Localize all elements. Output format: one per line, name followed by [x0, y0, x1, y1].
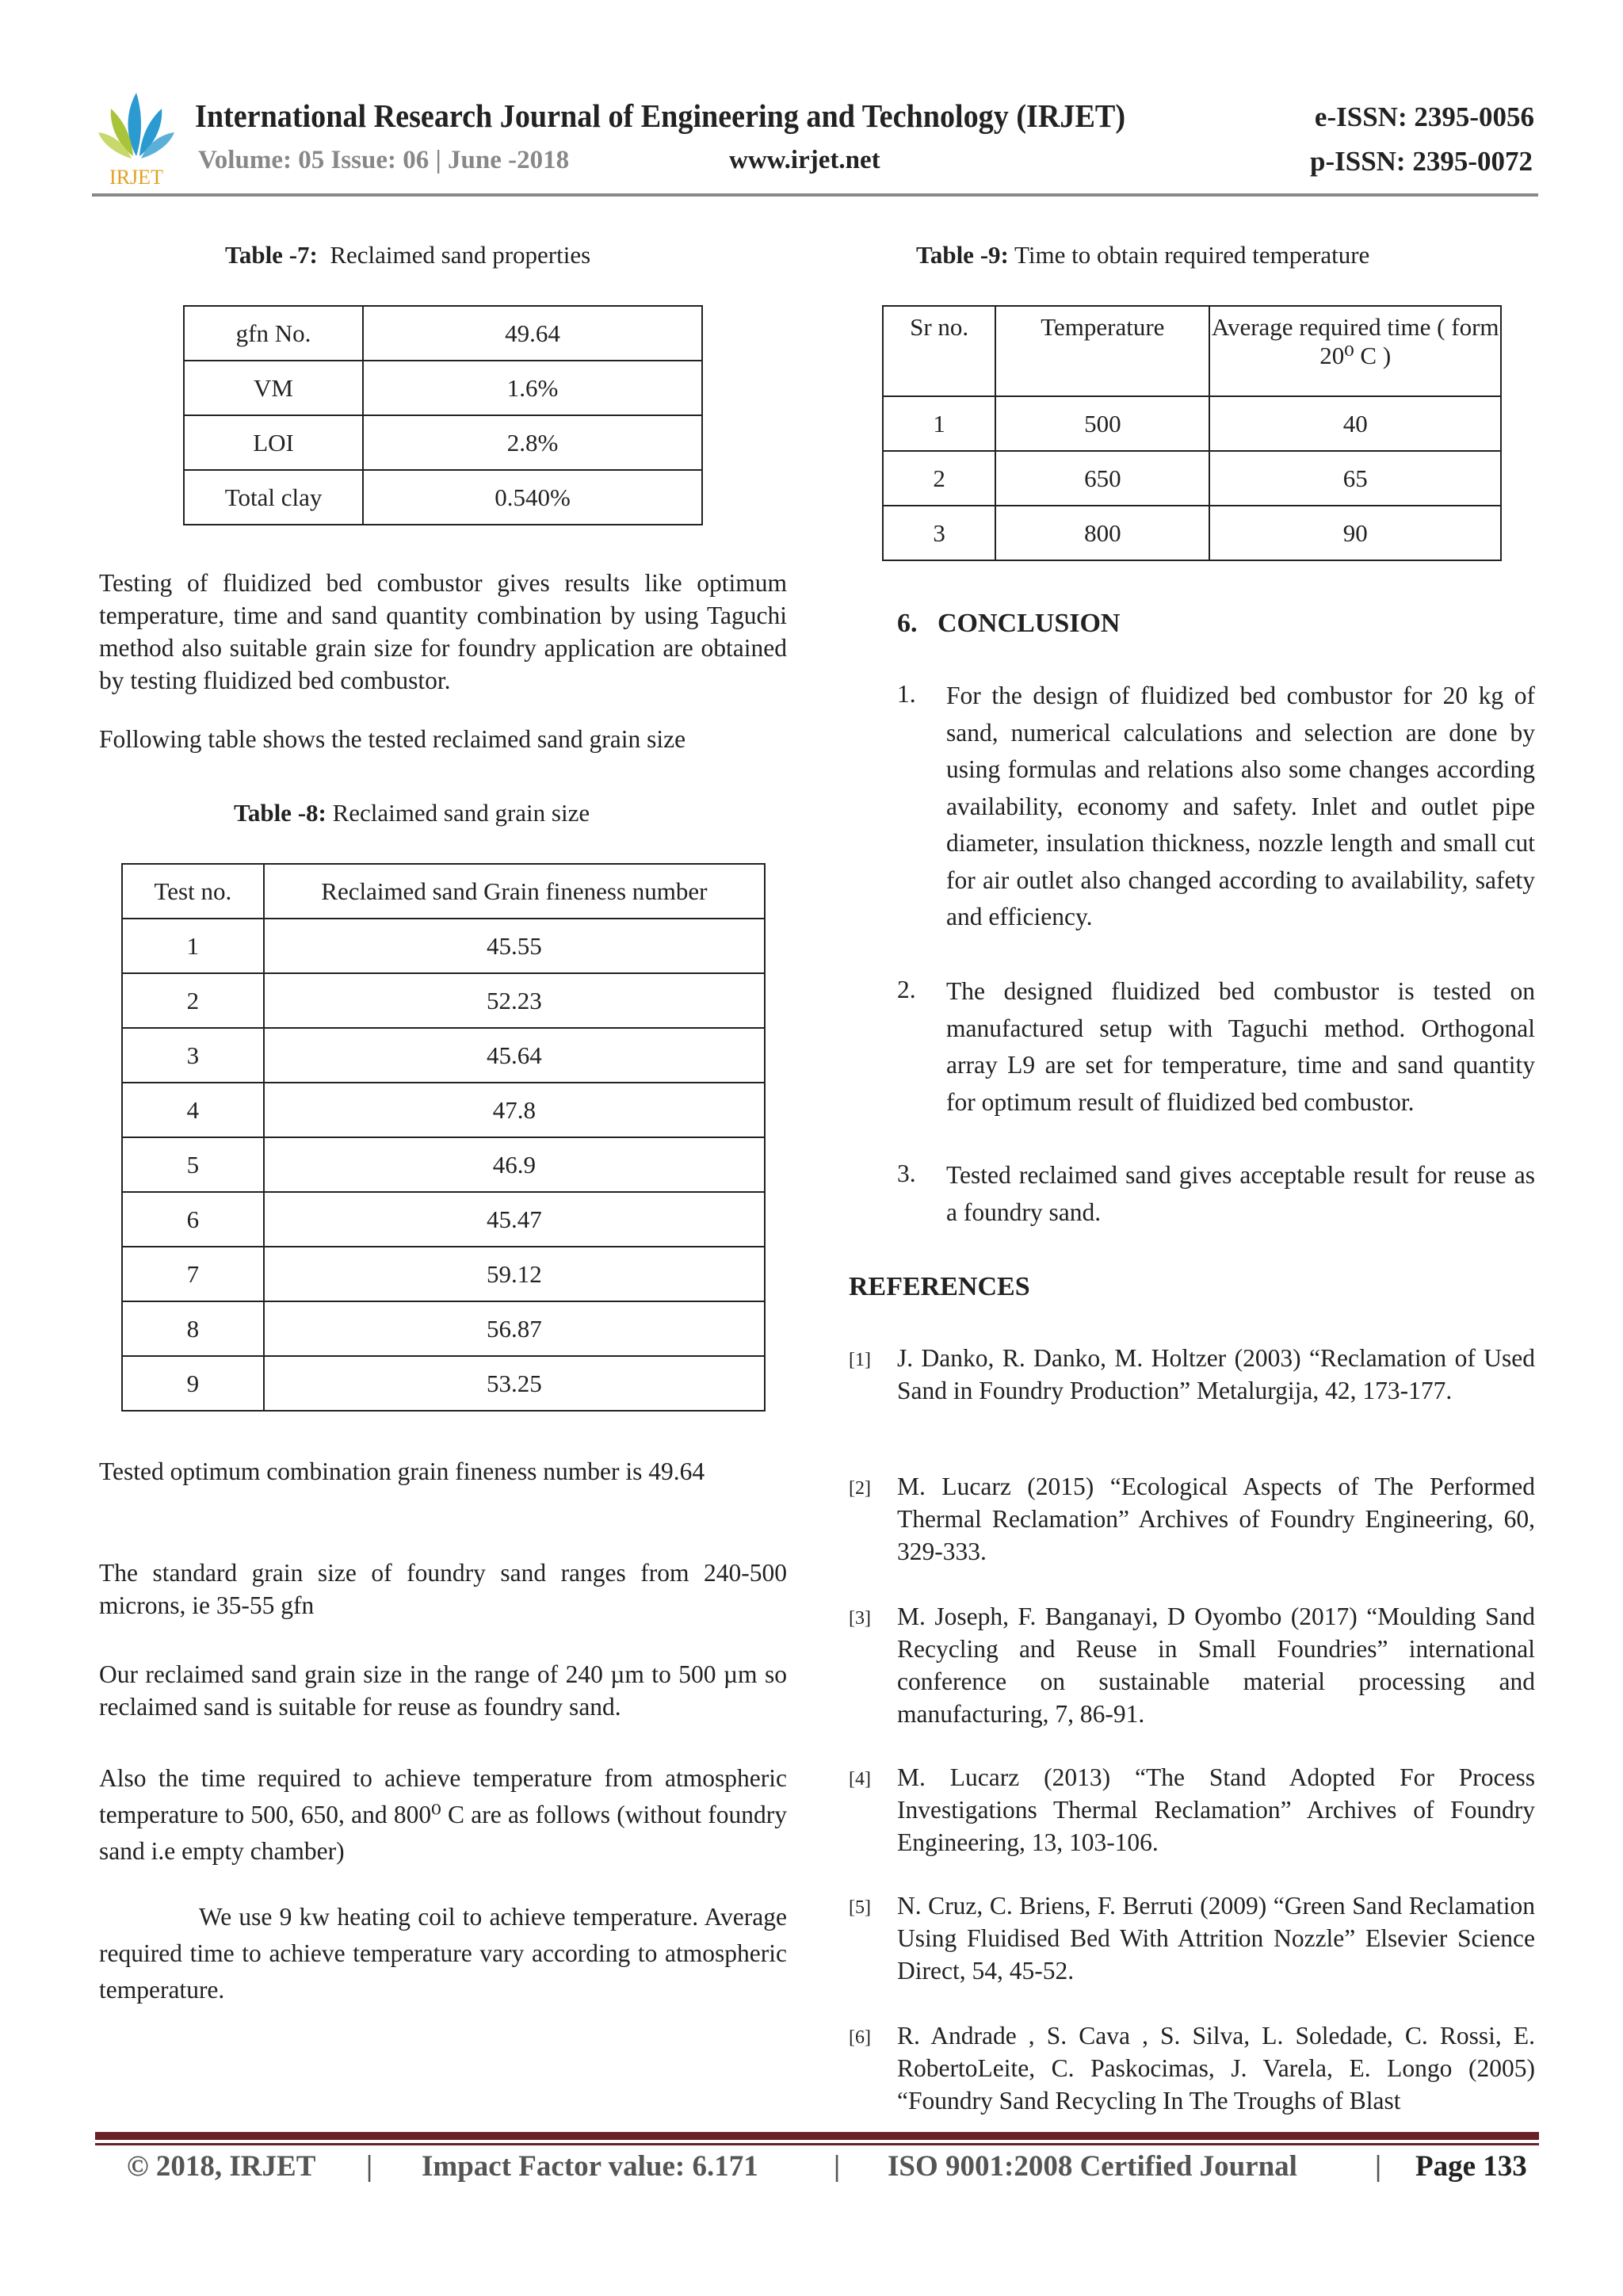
footer-page-number: Page 133 [1415, 2150, 1527, 2183]
list-number: 3. [897, 1159, 916, 1187]
conclusion-item: The designed fluidized bed combustor is tested on manufactured setup with Taguchi method. Orthogonal array L9 are set for temperature, time and sand quantity for optimum result of fluidized bed combustor. [946, 977, 1535, 1116]
table-cell: 9 [122, 1356, 264, 1411]
caption-label: Table -7: [225, 241, 318, 269]
reference-number: [1] [849, 1350, 871, 1370]
reference-item: M. Lucarz (2015) “Ecological Aspects of The Performed Thermal Reclamation” Archives of Foundry Engineering, 60, 329-333. [897, 1473, 1535, 1565]
reference-number: [5] [849, 1897, 871, 1918]
table-row [122, 864, 765, 919]
table9-time-temperature [882, 305, 1502, 561]
table-header-row [883, 306, 1501, 396]
table-cell: Reclaimed sand Grain fineness number [264, 864, 765, 919]
table-cell: 7 [122, 1247, 264, 1301]
table-row [122, 1356, 765, 1411]
table-cell: 1.6% [363, 361, 702, 415]
paragraph: The standard grain size of foundry sand ranges from 240-500 microns, ie 35-55 gfn [99, 1559, 787, 1619]
table-cell: 4 [122, 1083, 264, 1137]
conclusion-item: Tested reclaimed sand gives acceptable result for reuse as a foundry sand. [946, 1161, 1535, 1226]
table-cell: 52.23 [264, 973, 765, 1028]
reference-number: [6] [849, 2027, 871, 2048]
table-row [184, 306, 702, 361]
table-cell: 8 [122, 1301, 264, 1356]
volume-info: Volume: 05 Issue: 06 | June -2018 [198, 146, 570, 174]
website-link[interactable]: www.irjet.net [729, 146, 880, 174]
paragraph: Testing of fluidized bed combustor gives results like optimum temperature, time and sand quantity combination by using Taguchi method also suitable grain size for foundry application are obtained by testing fluidized bed combustor. [99, 569, 787, 694]
table-row [883, 396, 1501, 451]
paragraph: Our reclaimed sand grain size in the range of 240 µm to 500 µm so reclaimed sand is suitable for reuse as foundry sand. [99, 1660, 787, 1721]
table-cell: 59.12 [264, 1247, 765, 1301]
reference-item: J. Danko, R. Danko, M. Holtzer (2003) “Reclamation of Used Sand in Foundry Production” Metalurgija, 42, 173-177. [897, 1344, 1535, 1404]
caption-text: Reclaimed sand properties [330, 241, 591, 269]
table7-caption [225, 241, 590, 269]
table-row [184, 361, 702, 415]
reference-number: [3] [849, 1608, 871, 1629]
table8-caption [234, 799, 590, 827]
reference-item: R. Andrade , S. Cava , S. Silva, L. Soledade, C. Rossi, E. RobertoLeite, C. Paskocimas, J. Varela, E. Longo (2005) “Foundry Sand Recycling In The Troughs of Blast [897, 2022, 1535, 2115]
header-divider [92, 193, 1538, 197]
table-row [122, 973, 765, 1028]
caption-text: Time to obtain required temperature [1014, 241, 1370, 269]
table-cell: 0.540% [363, 470, 702, 525]
table-row [883, 506, 1501, 560]
table-cell: 53.25 [264, 1356, 765, 1411]
paragraph: Also the time required to achieve temperature from atmospheric temperature to 500, 650, and 800⁰ C are as follows (without foundry sand i.e empty chamber) [99, 1764, 787, 1865]
table-cell: LOI [184, 415, 363, 470]
table-row [122, 1301, 765, 1356]
footer-iso: ISO 9001:2008 Certified Journal [888, 2150, 1297, 2183]
caption-label: Table -9: [916, 241, 1009, 269]
table-row [883, 451, 1501, 506]
table-cell: gfn No. [184, 306, 363, 361]
conclusion-item: For the design of fluidized bed combustor for 20 kg of sand, numerical calculations and selection are done by using formulas and relations also some changes according availability, economy and safety. Inlet and outlet pipe diameter, insulation thickness, nozzle length and small cut for air outlet also changed according to availability, safety and efficiency. [946, 682, 1535, 930]
paragraph: We use 9 kw heating coil to achieve temperature. Average required time to achieve temperature vary according to atmospheric temperature. [99, 1903, 787, 2004]
table-cell: Total clay [184, 470, 363, 525]
table-cell: 6 [122, 1192, 264, 1247]
irjet-logo [94, 89, 179, 188]
table-cell: 5 [122, 1137, 264, 1192]
table-cell: 2.8% [363, 415, 702, 470]
table-cell: 500 [995, 396, 1209, 451]
table-row [184, 415, 702, 470]
table-row [122, 1137, 765, 1192]
table-cell: 65 [1209, 451, 1501, 506]
reference-item: N. Cruz, C. Briens, F. Berruti (2009) “Green Sand Reclamation Using Fluidised Bed With Attrition Nozzle” Elsevier Science Direct, 54, 45-52. [897, 1892, 1535, 1985]
table-cell: VM [184, 361, 363, 415]
table9-caption [916, 241, 1369, 269]
table-row [122, 1247, 765, 1301]
list-number: 2. [897, 976, 916, 1003]
table-cell: 47.8 [264, 1083, 765, 1137]
table-cell: 3 [883, 506, 995, 560]
footer-bar-thin [95, 2143, 1539, 2145]
reference-number: [2] [849, 1478, 871, 1499]
table-cell: 2 [883, 451, 995, 506]
table-cell: Test no. [122, 864, 264, 919]
table-cell: 56.87 [264, 1301, 765, 1356]
caption-text: Reclaimed sand grain size [332, 799, 590, 827]
footer-copyright: © 2018, IRJET [127, 2150, 316, 2183]
table-row [122, 1028, 765, 1083]
table-row [122, 919, 765, 973]
svg-text:IRJET: IRJET [109, 166, 163, 188]
table-cell: 49.64 [363, 306, 702, 361]
list-number: 1. [897, 680, 916, 708]
table-cell: 800 [995, 506, 1209, 560]
table-cell: 40 [1209, 396, 1501, 451]
footer-separator: | [366, 2150, 373, 2183]
table-cell: Average required time ( form 20⁰ C ) [1209, 306, 1501, 396]
paragraph: Tested optimum combination grain fineness number is 49.64 [99, 1457, 705, 1485]
footer-bar [95, 2132, 1539, 2140]
table8-grain-size [121, 863, 766, 1412]
footer-separator: | [1375, 2150, 1382, 2183]
table-row [184, 470, 702, 525]
conclusion-heading: 6. CONCLUSION [897, 609, 1121, 638]
table-row [122, 1083, 765, 1137]
table-cell: 2 [122, 973, 264, 1028]
table-cell: 1 [122, 919, 264, 973]
caption-label: Table -8: [234, 799, 327, 827]
table-cell: 650 [995, 451, 1209, 506]
p-issn: p-ISSN: 2395-0072 [1309, 146, 1533, 177]
footer-separator: | [834, 2150, 841, 2183]
table-cell: Sr no. [883, 306, 995, 396]
reference-item: M. Lucarz (2013) “The Stand Adopted For Process Investigations Thermal Reclamation” Archives of Foundry Engineering, 13, 103-106. [897, 1763, 1535, 1856]
reference-item: M. Joseph, F. Banganayi, D Oyombo (2017) “Moulding Sand Recycling and Reuse in Small Foundries” international conference on sustainable material processing and manufacturing, 7, 86-91. [897, 1603, 1535, 1728]
reference-number: [4] [849, 1769, 871, 1790]
table-cell: 45.55 [264, 919, 765, 973]
table-cell: 45.64 [264, 1028, 765, 1083]
table-cell: 1 [883, 396, 995, 451]
footer-impact-factor: Impact Factor value: 6.171 [422, 2150, 758, 2183]
table7-reclaimed-sand-properties [183, 305, 703, 525]
references-heading: REFERENCES [849, 1272, 1030, 1301]
table-row [122, 1192, 765, 1247]
table-cell: 3 [122, 1028, 264, 1083]
e-issn: e-ISSN: 2395-0056 [1314, 101, 1534, 132]
paragraph: Following table shows the tested reclaimed sand grain size [99, 725, 686, 753]
table-cell: 45.47 [264, 1192, 765, 1247]
table-cell: Temperature [995, 306, 1209, 396]
table-cell: 46.9 [264, 1137, 765, 1192]
journal-title: International Research Journal of Engineering and Technology (IRJET) [195, 97, 1126, 134]
table-cell: 90 [1209, 506, 1501, 560]
